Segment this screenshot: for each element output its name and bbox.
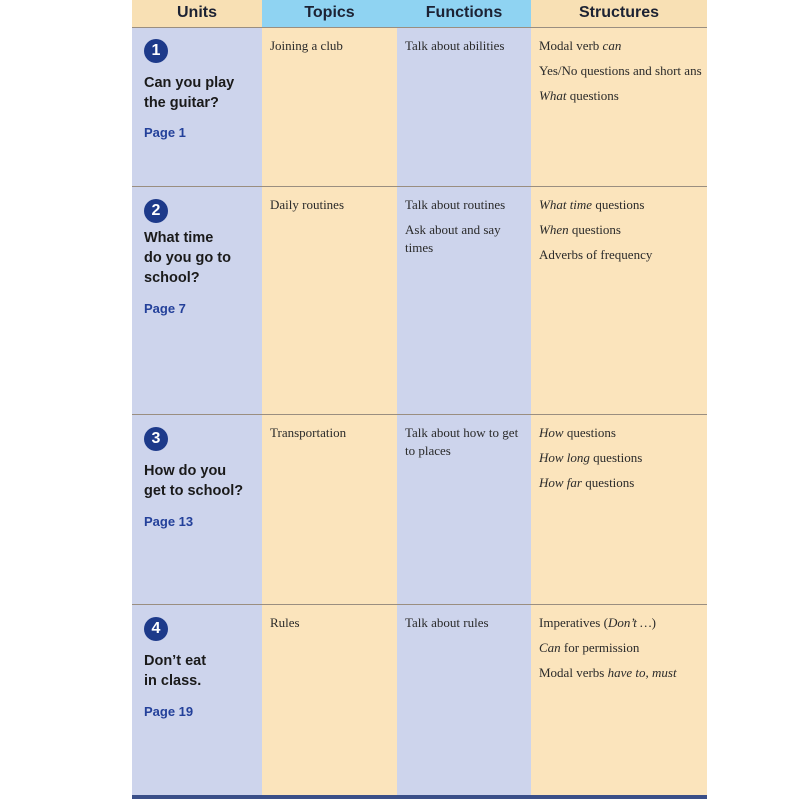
topics-column bbox=[262, 0, 397, 796]
header-functions: Functions bbox=[397, 0, 531, 27]
unit-page-link[interactable]: Page 19 bbox=[144, 704, 194, 719]
topic-cell: Transportation bbox=[270, 425, 347, 440]
structure-item: When questions bbox=[539, 222, 621, 237]
structure-item: How long questions bbox=[539, 450, 643, 465]
structures-cell bbox=[539, 614, 707, 689]
structures-cell bbox=[539, 424, 707, 499]
header-units: Units bbox=[132, 0, 262, 27]
header-topics: Topics bbox=[262, 0, 397, 27]
structure-item: Modal verbs have to, must bbox=[539, 665, 677, 680]
unit-number-badge: 2 bbox=[144, 199, 168, 223]
functions-cell: Talk about abilities bbox=[405, 38, 505, 53]
divider bbox=[132, 414, 707, 415]
divider bbox=[132, 186, 707, 187]
unit-page-link[interactable]: Page 7 bbox=[144, 301, 186, 316]
topic-cell: Rules bbox=[270, 615, 300, 630]
unit-number-badge: 1 bbox=[144, 39, 168, 63]
unit-number-badge: 3 bbox=[144, 427, 168, 451]
structure-item: Adverbs of frequency bbox=[539, 247, 653, 262]
structure-item: What time questions bbox=[539, 197, 645, 212]
topic-cell: Joining a club bbox=[270, 38, 343, 53]
functions-cell: Talk about routines Ask about and say times bbox=[405, 197, 506, 255]
structures-cell bbox=[539, 196, 707, 271]
structure-item: What questions bbox=[539, 88, 619, 103]
unit-title: Can you play the guitar? bbox=[144, 75, 235, 111]
unit-number-badge: 4 bbox=[144, 617, 168, 641]
structure-item: Can for permission bbox=[539, 640, 640, 655]
unit-title: How do you get to school? bbox=[144, 463, 244, 499]
unit-title: Don’t eat in class. bbox=[144, 653, 207, 689]
unit-page-link[interactable]: Page 1 bbox=[144, 125, 186, 140]
structure-item: Imperatives (Don’t …) bbox=[539, 615, 656, 630]
unit-page-link[interactable]: Page 13 bbox=[144, 514, 194, 529]
syllabus-table bbox=[132, 0, 707, 796]
structures-cell bbox=[539, 37, 707, 112]
structure-item: How far questions bbox=[539, 475, 635, 490]
table-header bbox=[132, 0, 707, 27]
structure-item: How questions bbox=[539, 425, 616, 440]
bottom-rule bbox=[132, 795, 707, 799]
functions-cell: Talk about how to get to places bbox=[405, 425, 519, 458]
divider bbox=[132, 27, 707, 28]
topic-cell: Daily routines bbox=[270, 197, 345, 212]
header-structures: Structures bbox=[531, 0, 707, 27]
structure-item: Yes/No questions and short ans bbox=[539, 63, 702, 78]
unit-title: What time do you go to school? bbox=[144, 230, 231, 286]
functions-column bbox=[397, 0, 531, 796]
structure-item: Modal verb can bbox=[539, 38, 622, 53]
functions-cell: Talk about rules bbox=[405, 615, 489, 630]
divider bbox=[132, 604, 707, 605]
